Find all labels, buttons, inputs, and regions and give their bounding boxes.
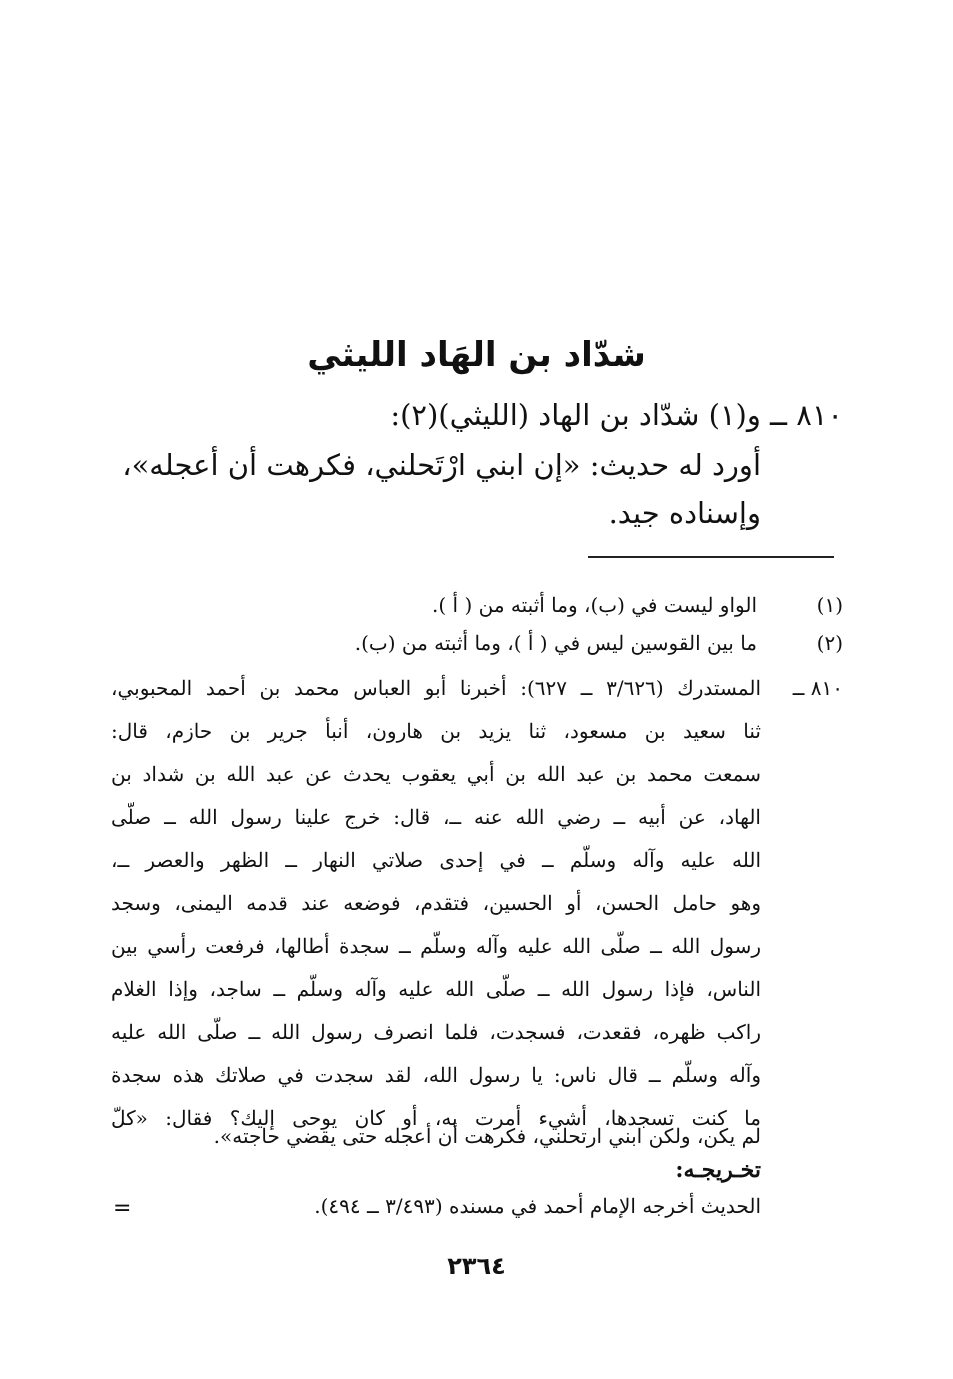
source-line: الله عليه وآله وسلّم ــ في إحدى صلاتي النهار ــ الظهر والعصر ــ،: [111, 848, 761, 872]
entry-heading: ٨١٠ ــ و(١) شدّاد بن الهاد (الليثي)(٢):: [390, 398, 843, 432]
footnote-text: ما بين القوسين ليس في ( أ )، وما أثبته من (ب).: [354, 631, 757, 655]
takhrij-label: تخـريجـه:: [675, 1157, 761, 1183]
takhrij-text: الحديث أخرجه الإمام أحمد في مسنده (٣/٤٩٣ ــ ٤٩٤).: [314, 1194, 761, 1218]
source-line: الناس، فإذا رسول الله ــ صلّى الله عليه وآله وسلّم ــ ساجد، وإذا الغلام: [111, 977, 761, 1001]
source-line: لم يكن، ولكن ابني ارتحلني، فكرهت أن أعجله حتى يقضي حاجته».: [213, 1124, 761, 1148]
page-number: ٢٣٦٤: [447, 1252, 506, 1280]
section-title: شدّاد بن الهَاد الليثي: [307, 335, 646, 375]
footnote-number: (٢): [816, 631, 843, 655]
source-entry-number: ٨١٠ ــ: [792, 676, 843, 700]
source-line: ثنا سعيد بن مسعود، ثنا يزيد بن هارون، أنبأ جرير بن حازم، قال:: [111, 719, 761, 743]
footnote-number: (١): [816, 593, 843, 617]
footnote-text: الواو ليست في (ب)، وما أثبته من ( أ ).: [432, 593, 757, 617]
source-line: رسول الله ــ صلّى الله عليه وآله وسلّم ــ سجدة أطالها، فرفعت رأسي بين: [111, 934, 761, 958]
source-line: ما كنت تسجدها، أشيء أمرت به، أو كان يوحى إليك؟ فقال: «كلّ: [111, 1106, 761, 1130]
footnote-divider: [588, 556, 834, 558]
source-line: الهاد، عن أبيه ــ رضي الله عنه ــ، قال: خرج علينا رسول الله ــ صلّى: [111, 805, 761, 829]
source-line: وآله وسلّم ــ قال ناس: يا رسول الله، لقد سجدت في صلاتك هذه سجدة: [111, 1063, 761, 1087]
entry-text-line: أورد له حديث: «إن ابني ارْتَحلني، فكرهت أن أعجله»،: [122, 448, 761, 482]
source-line: المستدرك (٣/٦٢٦ ــ ٦٢٧): أخبرنا أبو العباس محمد بن أحمد المحبوبي،: [111, 676, 762, 700]
source-line: سمعت محمد بن عبد الله بن أبي يعقوب يحدث عن عبد الله بن شداد بن: [111, 762, 761, 786]
source-line: وهو حامل الحسن، أو الحسين، فتقدم، فوضعه عند قدمه اليمنى، وسجد: [111, 891, 761, 915]
source-line: راكب ظهره، فقعدت، فسجدت، فلما انصرف رسول الله ــ صلّى الله عليه: [111, 1020, 761, 1044]
entry-text-line: وإسناده جيد.: [608, 496, 761, 530]
continuation-mark: =: [113, 1196, 132, 1221]
